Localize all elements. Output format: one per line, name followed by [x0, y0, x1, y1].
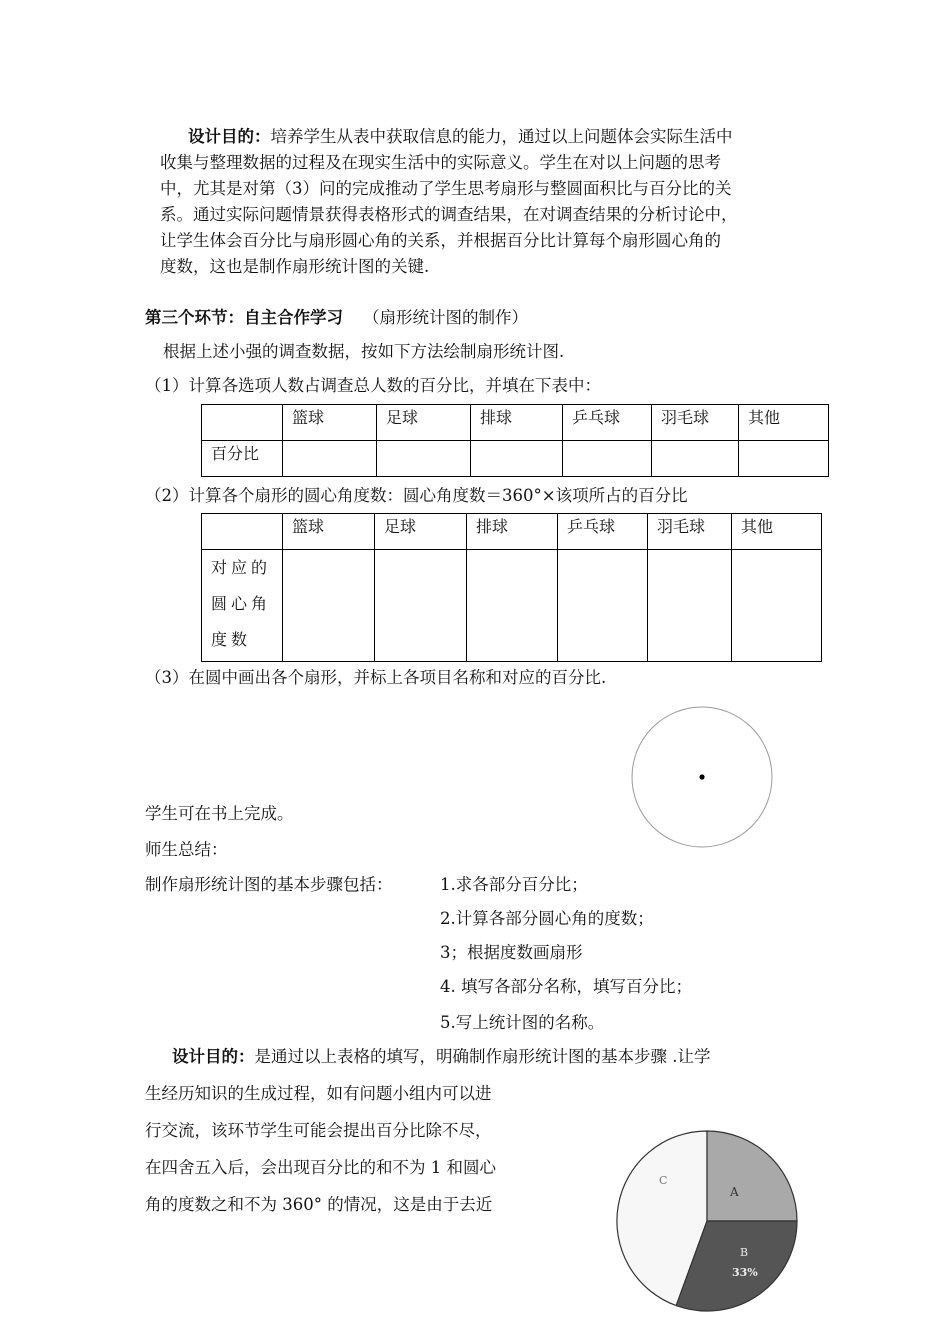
pie-slice-a — [707, 1131, 797, 1221]
step-2-text: （2）计算各个扇形的圆心角度数：圆心角度数＝360°×该项所占的百分比 — [145, 486, 688, 505]
row-label-central-angle: 对应的 圆心角 度数 — [202, 550, 283, 662]
paragraph-line: 系。通过实际问题情景获得表格形式的调查结果，在对调查结果的分析讨论中， — [160, 205, 738, 224]
answer-cell — [467, 550, 558, 662]
pie-label-c: C — [659, 1174, 668, 1187]
pie-label-a: A — [730, 1185, 739, 1199]
header-badminton: 羽毛球 — [648, 514, 732, 550]
summary-step-4: 4. 填写各部分名称，填写百分比； — [440, 977, 692, 996]
header-football: 足球 — [377, 405, 471, 441]
answer-cell — [375, 550, 467, 662]
answer-cell — [558, 550, 648, 662]
answer-cell — [283, 441, 377, 477]
note-summary-title: 师生总结： — [145, 840, 228, 859]
paragraph-line: 收集与整理数据的过程及在现实生活中的实际意义。学生在对以上问题的思考 — [160, 153, 721, 172]
step-1-text: （1）计算各选项人数占调查总人数的百分比，并填在下表中： — [145, 376, 601, 395]
pie-label-b-percent: 33% — [732, 1266, 758, 1279]
header-table-tennis: 乒乓球 — [563, 405, 652, 441]
header-volleyball: 排球 — [467, 514, 558, 550]
header-other: 其他 — [739, 405, 829, 441]
header-basketball: 篮球 — [283, 405, 377, 441]
answer-cell — [648, 550, 732, 662]
table-corner-cell — [202, 405, 283, 441]
paragraph-line: 角的度数之和不为 360° 的情况，这是由于去近 — [145, 1195, 493, 1214]
header-football: 足球 — [375, 514, 467, 550]
paragraph-line: 行交流，该环节学生可能会提出百分比除不尽， — [145, 1121, 492, 1140]
section-heading — [145, 304, 528, 328]
note-book: 学生可在书上完成。 — [145, 804, 294, 823]
central-angle-table — [201, 513, 822, 662]
empty-circle-diagram — [628, 702, 778, 852]
step-3-text: （3）在圆中画出各个扇形，并标上各项目名称和对应的百分比. — [145, 668, 607, 687]
answer-cell — [283, 550, 375, 662]
design-purpose-label: 设计目的： — [188, 127, 271, 146]
percentage-table — [201, 404, 829, 477]
design-purpose-line-1: 设计目的：是通过以上表格的填写，明确制作扇形统计图的基本步骤 .让学 — [172, 1047, 711, 1066]
header-badminton: 羽毛球 — [652, 405, 739, 441]
design-purpose-label: 设计目的： — [172, 1047, 255, 1066]
summary-step-2: 2.计算各部分圆心角的度数； — [440, 909, 654, 928]
paragraph-line: 培养学生从表中获取信息的能力，通过以上问题体会实际生活中 — [270, 127, 733, 146]
answer-cell — [471, 441, 563, 477]
summary-step-1: 1.求各部分百分比； — [440, 875, 588, 894]
design-purpose-paragraph-1 — [160, 124, 810, 280]
answer-cell — [739, 441, 829, 477]
row-label-percentage: 百分比 — [202, 441, 283, 477]
table-corner-cell — [202, 514, 283, 550]
paragraph-line: 中，尤其是对第（3）问的完成推动了学生思考扇形与整圆面积比与百分比的关 — [160, 179, 732, 198]
answer-cell — [377, 441, 471, 477]
paragraph-line: 让学生体会百分比与扇形圆心角的关系，并根据百分比计算每个扇形圆心角的 — [160, 231, 721, 250]
center-dot — [699, 774, 704, 779]
summary-step-3: 3；根据度数画扇形 — [440, 943, 583, 962]
answer-cell — [652, 441, 739, 477]
section-title: 第三个环节：自主合作学习 — [145, 308, 343, 327]
section-subtitle: （扇形统计图的制作） — [363, 308, 528, 327]
paragraph-line: 生经历知识的生成过程，如有问题小组内可以进 — [145, 1084, 492, 1103]
pie-chart-example — [612, 1126, 804, 1316]
header-volleyball: 排球 — [471, 405, 563, 441]
summary-lead: 制作扇形统计图的基本步骤包括： — [145, 875, 393, 894]
header-other: 其他 — [732, 514, 822, 550]
pie-label-b: B — [740, 1246, 749, 1259]
header-basketball: 篮球 — [283, 514, 375, 550]
intro-text: 根据上述小强的调查数据，按如下方法绘制扇形统计图. — [163, 342, 565, 361]
answer-cell — [732, 550, 822, 662]
paragraph-line: 在四舍五入后，会出现百分比的和不为 1 和圆心 — [145, 1158, 496, 1177]
header-table-tennis: 乒乓球 — [558, 514, 648, 550]
answer-cell — [563, 441, 652, 477]
summary-step-5: 5.写上统计图的名称。 — [440, 1013, 605, 1032]
paragraph-line: 度数，这也是制作扇形统计图的关键. — [160, 257, 430, 276]
